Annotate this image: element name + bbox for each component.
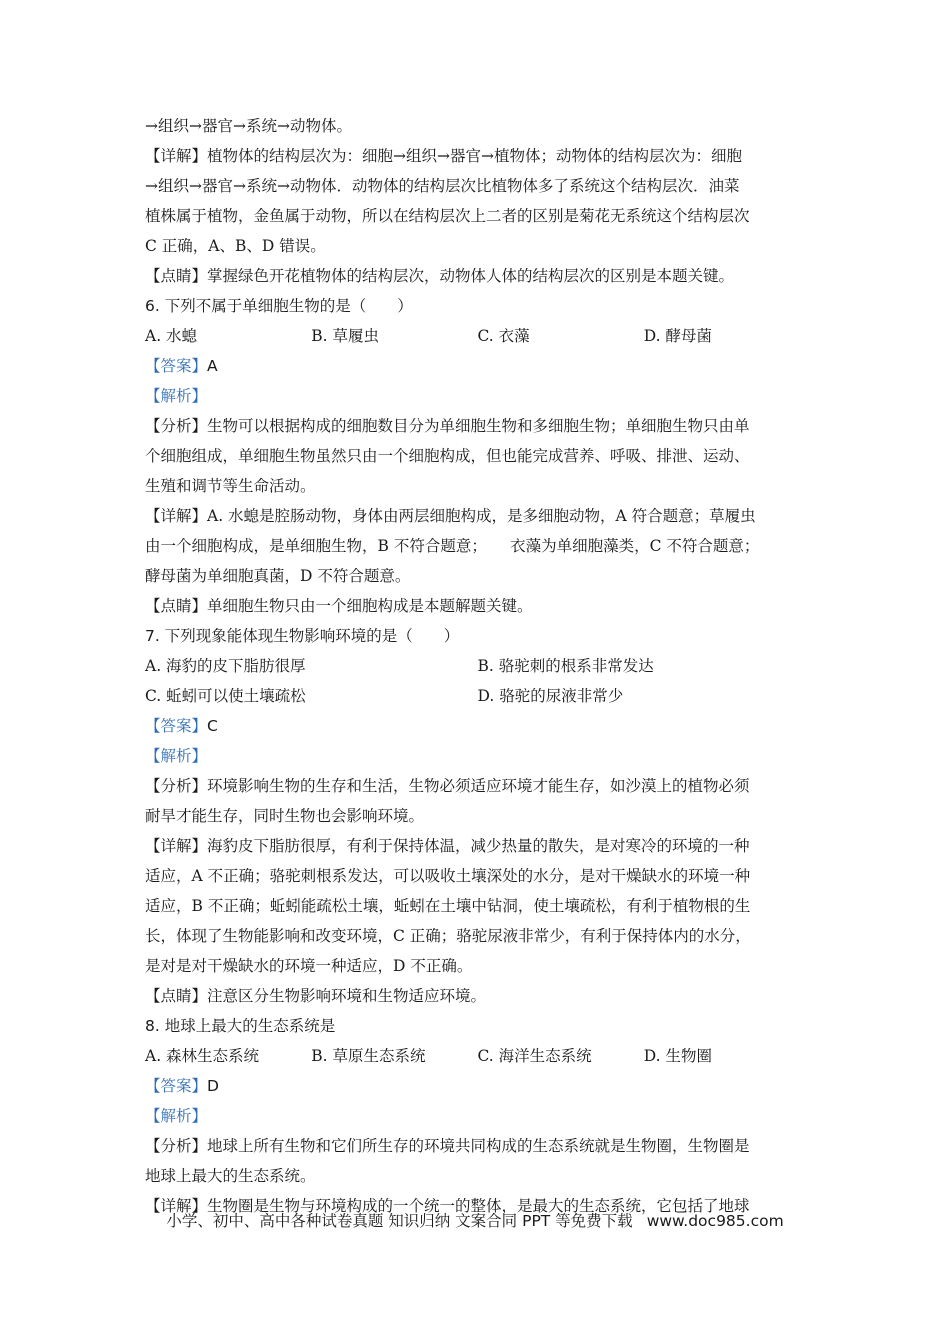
text-line: 植株属于植物，金鱼属于动物，所以在结构层次上二者的区别是菊花无系统这个结构层次 — [145, 207, 750, 225]
text-line: 生殖和调节等生命活动。 — [145, 477, 316, 495]
text-line: →组织→器官→系统→动物体．动物体的结构层次比植物体多了系统这个结构层次．油菜 — [145, 177, 740, 195]
question-8-options — [145, 1041, 810, 1071]
option-b: B. 草原生态系统 — [311, 1047, 426, 1065]
text-line: 【分析】地球上所有生物和它们所生存的环境共同构成的生态系统就是生物圈，生物圈是 — [145, 1137, 750, 1155]
answer-value: D — [207, 1077, 219, 1095]
document-page — [145, 111, 810, 1221]
text-line: 耐旱才能生存，同时生物也会影响环境。 — [145, 807, 425, 825]
text-line: 酵母菌为单细胞真菌，D 不符合题意。 — [145, 567, 411, 585]
option-d: D. 生物圈 — [643, 1047, 712, 1065]
question-6-stem — [145, 291, 810, 321]
option-d: D. 骆驼的尿液非常少 — [477, 687, 624, 705]
question-7-options-row1 — [145, 651, 810, 681]
text-line: 【详解】海豹皮下脂肪很厚，有利于保持体温，减少热量的散失，是对寒冷的环境的一种 — [145, 837, 750, 855]
option-c: C. 衣藻 — [477, 327, 530, 345]
answer-tag: 【答案】 — [145, 357, 208, 375]
question-number: 8. — [145, 1017, 160, 1035]
text-line: 个细胞组成，单细胞生物虽然只由一个细胞构成，但也能完成营养、呼吸、排泄、运动、 — [145, 447, 750, 465]
text-line: 是对是对干燥缺水的环境一种适应，D 不正确。 — [145, 957, 473, 975]
text-line: 【分析】环境影响生物的生存和生活，生物必须适应环境才能生存，如沙漠上的植物必须 — [145, 777, 750, 795]
question-number: 6. — [145, 297, 160, 315]
text-line: 【详解】A. 水螅是腔肠动物，身体由两层细胞构成，是多细胞动物，A 符合题意；草履虫 — [145, 507, 756, 525]
question-6-options — [145, 321, 810, 351]
question-number: 7. — [145, 627, 160, 645]
text-line: 【点睛】单细胞生物只由一个细胞构成是本题解题关键。 — [145, 597, 533, 615]
question-7-options-row2 — [145, 681, 810, 711]
text-line: 【详解】植物体的结构层次为：细胞→组织→器官→植物体；动物体的结构层次为：细胞 — [145, 147, 742, 165]
text-line: 地球上最大的生态系统。 — [145, 1167, 316, 1185]
analysis-tag: 【解析】 — [145, 387, 208, 405]
answer-value: C — [207, 717, 218, 735]
answer-tag: 【答案】 — [145, 1077, 208, 1095]
text-line: 【点睛】掌握绿色开花植物体的结构层次，动物体人体的结构层次的区别是本题关键。 — [145, 267, 735, 285]
answer-tag: 【答案】 — [145, 717, 208, 735]
option-c: C. 蚯蚓可以使土壤疏松 — [145, 687, 306, 705]
question-text: 下列不属于单细胞生物的是（ ） — [164, 297, 413, 315]
text-line: C 正确，A、B、D 错误。 — [145, 237, 326, 255]
option-b: B. 草履虫 — [311, 327, 379, 345]
question-text: 地球上最大的生态系统是 — [164, 1017, 336, 1035]
option-b: B. 骆驼刺的根系非常发达 — [477, 657, 654, 675]
text-line: 长，体现了生物能影响和改变环境，C 正确；骆驼尿液非常少，有利于保持体内的水分， — [145, 927, 751, 945]
question-7-stem — [145, 621, 810, 651]
page-footer — [0, 1206, 950, 1236]
option-a: A. 森林生态系统 — [145, 1047, 260, 1065]
text-line: 【点睛】注意区分生物影响环境和生物适应环境。 — [145, 987, 487, 1005]
answer-line — [145, 351, 810, 381]
text-line: 适应，B 不正确；蚯蚓能疏松土壤，蚯蚓在土壤中钻洞，使土壤疏松，有利于植物根的生 — [145, 897, 751, 915]
analysis-tag: 【解析】 — [145, 1107, 208, 1125]
text-line: →组织→器官→系统→动物体。 — [145, 117, 352, 135]
option-c: C. 海洋生态系统 — [477, 1047, 592, 1065]
answer-line — [145, 1071, 810, 1101]
footer-text: 小学、初中、高中各种试卷真题 知识归纳 文案合同 PPT 等免费下载 — [166, 1212, 633, 1230]
answer-line — [145, 711, 810, 741]
option-d: D. 酵母菌 — [643, 327, 712, 345]
question-8-stem — [145, 1011, 810, 1041]
text-line: 由一个细胞构成，是单细胞生物，B 不符合题意； 衣藻为单细胞藻类，C 不符合题意； — [145, 537, 760, 555]
text-line: 适应，A 不正确；骆驼刺根系发达，可以吸收土壤深处的水分，是对干燥缺水的环境一种 — [145, 867, 751, 885]
option-a: A. 海豹的皮下脂肪很厚 — [145, 657, 306, 675]
analysis-tag: 【解析】 — [145, 747, 208, 765]
question-text: 下列现象能体现生物影响环境的是（ ） — [164, 627, 460, 645]
answer-value: A — [207, 357, 218, 375]
text-line: 【详解】生物圈是生物与环境构成的一个统一的整体，是最大的生态系统，它包括了地球 — [145, 1197, 750, 1215]
footer-url[interactable]: www.doc985.com — [646, 1212, 784, 1230]
option-a: A. 水螅 — [145, 327, 198, 345]
text-line: 【分析】生物可以根据构成的细胞数目分为单细胞生物和多细胞生物；单细胞生物只由单 — [145, 417, 750, 435]
